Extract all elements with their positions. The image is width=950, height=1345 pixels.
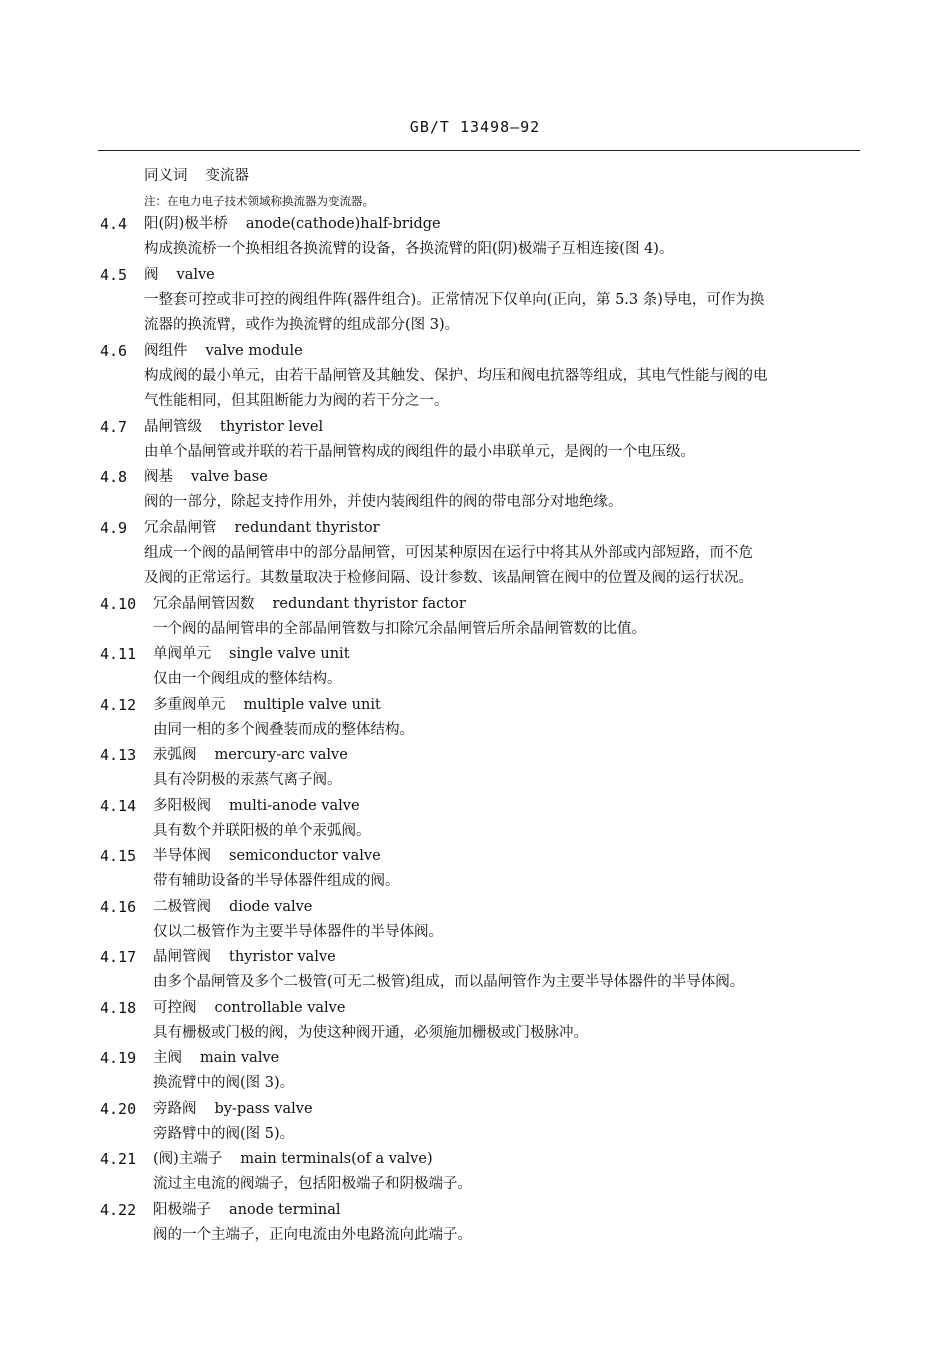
header-rule <box>98 150 860 151</box>
entry-number: 4.14 <box>100 796 137 815</box>
entry-term-line <box>153 948 336 966</box>
entry-definition: 带有辅助设备的半导体器件组成的阀。 <box>153 873 400 889</box>
entry-definition: 由同一相的多个阀叠装而成的整体结构。 <box>153 721 414 738</box>
entry-definition: 换流臂中的阀(图 3)。 <box>153 1075 295 1091</box>
entry-number: 4.22 <box>100 1200 137 1219</box>
entry-number: 4.4 <box>100 215 128 233</box>
entry-definition: 构成换流桥一个换相组各换流臂的设备，各换流臂的阳(阴)极端子互相连接(图 4)。 <box>144 241 674 257</box>
entry-number: 4.6 <box>100 341 128 360</box>
entry-number: 4.21 <box>100 1150 137 1168</box>
entry-term-english: valve base <box>191 469 268 485</box>
entry-term-line <box>144 418 323 436</box>
entry-term-line <box>153 1049 279 1067</box>
entry-term-line <box>144 342 303 360</box>
entry-number: 4.15 <box>100 847 137 865</box>
entry-number: 4.5 <box>100 265 128 284</box>
synonym-label: 同义词 <box>144 168 188 184</box>
entry-number: 4.10 <box>100 594 137 613</box>
entry-term-line <box>144 468 268 486</box>
entry-term-line <box>153 999 345 1017</box>
entry-term-english: multi-anode valve <box>229 797 360 814</box>
entry-term-english: valve <box>176 266 215 283</box>
entry-number: 4.16 <box>100 897 137 916</box>
entry-term-english: controllable valve <box>214 999 346 1016</box>
entry-definition: 旁路臂中的阀(图 5)。 <box>153 1125 295 1142</box>
entry-term-chinese: 单阀单元 <box>153 646 211 662</box>
entry-definition: 一个阀的晶闸管串的全部晶闸管数与扣除冗余晶闸管后所余晶闸管数的比值。 <box>153 620 646 637</box>
entry-term-chinese: 阳极端子 <box>153 1201 211 1218</box>
entry-term-line <box>153 847 381 865</box>
entry-definition: 阀的一个主端子，正向电流由外电路流向此端子。 <box>153 1226 472 1243</box>
entry-term-line <box>153 1100 313 1118</box>
entry-term-english: diode valve <box>229 898 313 915</box>
entry-definition: 由多个晶闸管及多个二极管(可无二极管)组成，而以晶闸管作为主要半导体器件的半导体阀。 <box>153 974 745 990</box>
entry-number: 4.17 <box>100 948 137 966</box>
entry-term-chinese: 半导体阀 <box>153 848 211 864</box>
entry-number: 4.8 <box>100 468 128 486</box>
entry-term-chinese: 多阳极阀 <box>153 797 211 814</box>
entry-term-chinese: 冗余晶闸管 <box>144 519 217 536</box>
entry-term-english: mercury-arc valve <box>214 747 348 763</box>
standard-code-header: GB/T 13498—92 <box>409 118 541 136</box>
entry-term-line <box>144 215 441 233</box>
note-line: 注：在电力电子技术领域称换流器为变流器。 <box>144 194 374 208</box>
entry-term-line <box>153 746 348 764</box>
entry-term-english: thyristor valve <box>229 949 336 965</box>
entry-number: 4.9 <box>100 518 128 537</box>
entry-term-english: multiple valve unit <box>243 696 381 713</box>
entry-term-chinese: 二极管阀 <box>153 898 211 915</box>
entry-term-english: redundant thyristor factor <box>272 595 466 612</box>
entry-term-line <box>153 595 466 613</box>
entry-definition: 流过主电流的阀端子，包括阳极端子和阴极端子。 <box>153 1176 472 1192</box>
synonym-line <box>144 167 249 185</box>
entry-term-english: main valve <box>200 1050 280 1066</box>
entry-definition: 仅由一个阀组成的整体结构。 <box>153 671 342 687</box>
entry-term-english: anode(cathode)half-bridge <box>245 216 441 232</box>
entry-term-line <box>153 1150 433 1168</box>
entry-term-chinese: 主阀 <box>153 1050 182 1066</box>
entry-definition: 流器的换流臂，或作为换流臂的组成部分(图 3)。 <box>144 317 460 333</box>
entry-term-chinese: 晶闸管阀 <box>153 949 211 965</box>
entry-number: 4.11 <box>100 645 137 663</box>
entry-number: 4.20 <box>100 1099 137 1118</box>
entry-definition: 具有数个并联阳极的单个汞弧阀。 <box>153 822 371 839</box>
entry-term-chinese: 阀基 <box>144 469 173 485</box>
entry-term-line <box>144 519 380 537</box>
entry-term-chinese: 汞弧阀 <box>153 747 197 763</box>
entry-term-line <box>153 696 381 714</box>
entry-term-chinese: 阀 <box>144 266 159 283</box>
entry-term-english: thyristor level <box>220 418 324 435</box>
entry-term-line <box>153 1201 341 1219</box>
entry-number: 4.7 <box>100 417 128 436</box>
synonym-value: 变流器 <box>205 168 249 184</box>
entry-term-english: valve module <box>205 342 303 359</box>
entry-term-chinese: 冗余晶闸管因数 <box>153 595 255 612</box>
entry-term-chinese: 阳(阴)极半桥 <box>144 216 228 232</box>
entry-term-line <box>153 645 350 663</box>
entry-definition: 由单个晶闸管或并联的若干晶闸管构成的阀组件的最小串联单元，是阀的一个电压级。 <box>144 443 695 460</box>
entry-definition: 气性能相同，但其阻断能力为阀的若干分之一。 <box>144 393 449 409</box>
entry-term-line <box>153 898 312 916</box>
entry-definition: 一整套可控或非可控的阀组件阵(器件组合)。正常情况下仅单向(正向，第 5.3 条)导电，可作为换 <box>144 291 765 308</box>
entry-term-english: by-pass valve <box>214 1100 313 1117</box>
entry-term-chinese: 阀组件 <box>144 342 188 359</box>
entry-term-english: redundant thyristor <box>234 519 380 536</box>
entry-number: 4.19 <box>100 1049 137 1067</box>
entry-definition: 构成阀的最小单元，由若干晶闸管及其触发、保护、均压和阀电抗器等组成，其电气性能与阀的电 <box>144 367 768 384</box>
entry-term-english: semiconductor valve <box>229 848 381 864</box>
entry-definition: 及阀的正常运行。其数量取决于检修间隔、设计参数、该晶闸管在阀中的位置及阀的运行状况。 <box>144 570 753 586</box>
entry-term-line <box>153 797 360 815</box>
entry-definition: 组成一个阀的晶闸管串中的部分晶闸管，可因某种原因在运行中将其从外部或内部短路，而不危 <box>144 544 753 561</box>
entry-term-line <box>144 266 215 284</box>
entry-term-english: anode terminal <box>229 1201 341 1218</box>
entry-definition: 阀的一部分，除起支持作用外，并使内装阀组件的阀的带电部分对地绝缘。 <box>144 494 623 510</box>
entry-term-english: single valve unit <box>229 646 350 662</box>
entry-term-chinese: 晶闸管级 <box>144 418 202 435</box>
entry-definition: 仅以二极管作为主要半导体器件的半导体阀。 <box>153 923 443 940</box>
entry-number: 4.12 <box>100 695 137 714</box>
entry-definition: 具有栅极或门极的阀，为使这种阀开通，必须施加栅极或门极脉冲。 <box>153 1024 588 1041</box>
entry-term-english: main terminals(of a valve) <box>240 1151 433 1167</box>
entry-term-chinese: 可控阀 <box>153 999 197 1016</box>
entry-term-chinese: (阀)主端子 <box>153 1151 223 1167</box>
entry-definition: 具有冷阴极的汞蒸气离子阀。 <box>153 772 342 788</box>
entry-term-chinese: 多重阀单元 <box>153 696 226 713</box>
entry-number: 4.13 <box>100 746 137 764</box>
entry-number: 4.18 <box>100 998 137 1017</box>
entry-term-chinese: 旁路阀 <box>153 1100 197 1117</box>
